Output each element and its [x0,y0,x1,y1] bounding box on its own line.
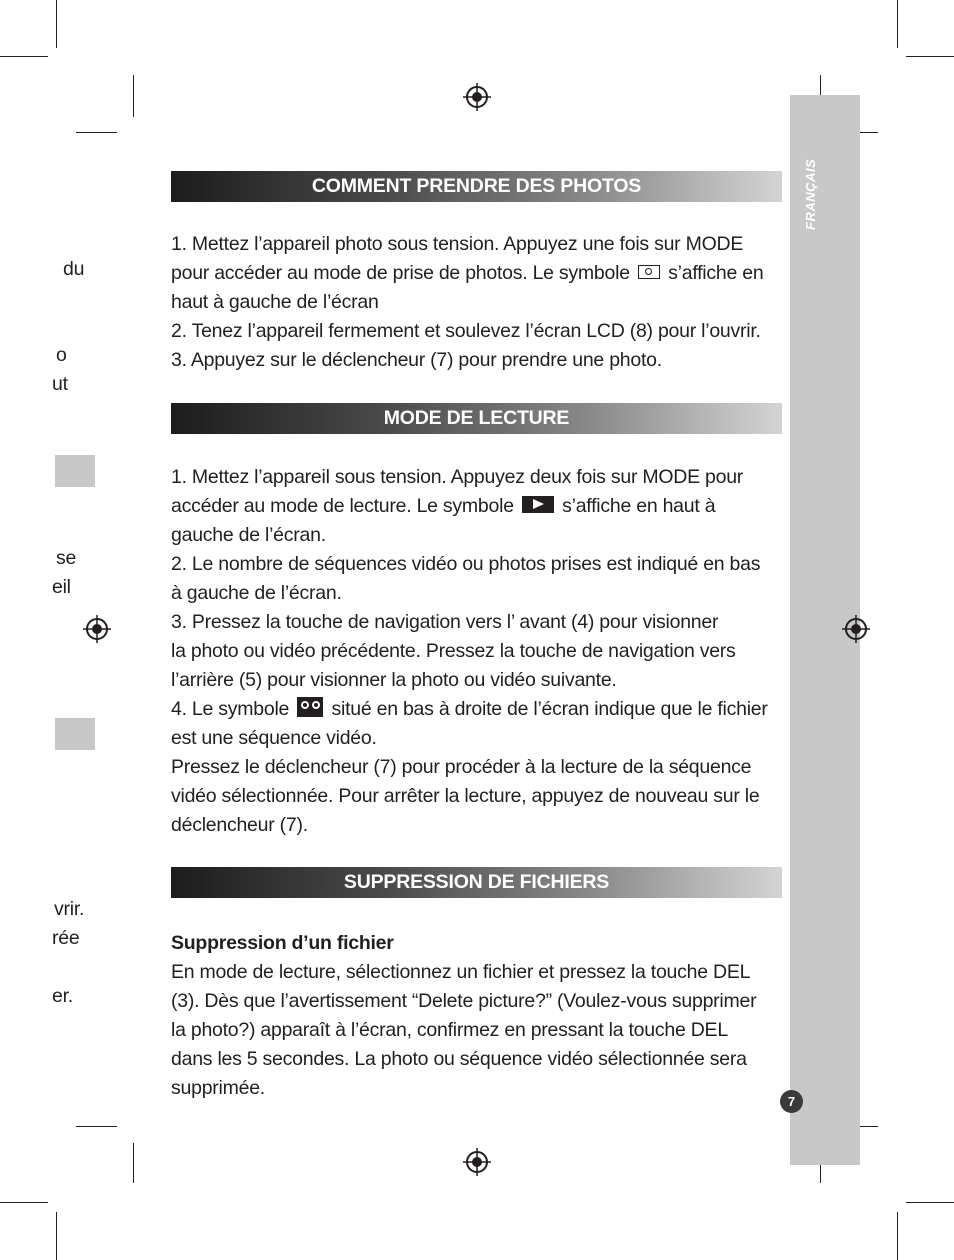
text-line: gauche de l’écran. [171,524,326,546]
crop-mark [56,1212,57,1260]
section-heading: SUPPRESSION DE FICHIERS [171,867,782,898]
crop-mark [133,75,134,117]
section-heading: COMMENT PRENDRE DES PHOTOS [171,171,782,202]
language-label: FRANÇAIS [803,158,818,230]
margin-fragment: rée [52,927,80,949]
margin-fragment: ut [52,373,68,395]
section-heading: MODE DE LECTURE [171,403,782,434]
text-line: vidéo sélectionnée. Pour arrêter la lecture, appuyez de nouveau sur le [171,785,760,807]
text-line: haut à gauche de l’écran [171,291,379,313]
section-body [171,929,786,1103]
crop-mark [56,0,57,48]
registration-mark-icon [463,1148,491,1176]
subheading: Suppression d’un fichier [171,932,394,954]
text-line: la photo ou vidéo précédente. Pressez la touche de navigation vers [171,640,736,662]
text-line: 3. Appuyez sur le déclencheur (7) pour prendre une photo. [171,349,662,371]
text-line: En mode de lecture, sélectionnez un fichier et pressez la touche DEL [171,961,751,983]
grey-box [55,455,95,487]
play-icon [522,496,554,513]
registration-mark-icon [463,83,491,111]
registration-mark-icon [842,615,870,643]
section-body [171,463,786,840]
text-line: déclencheur (7). [171,814,308,836]
crop-mark [906,1202,954,1203]
crop-mark [133,1143,134,1183]
text-line: l’arrière (5) pour visionner la photo ou vidéo suivante. [171,669,617,691]
text-line: Pressez le déclencheur (7) pour procéder à la lecture de la séquence [171,756,752,778]
text-line: 4. Le symbole situé en bas à droite de l’écran indique que le fichier [171,698,768,720]
page-number: 7 [780,1090,803,1113]
margin-fragment: vrir. [54,898,85,920]
margin-fragment: eil [52,576,71,598]
margin-fragment: o [56,344,67,366]
text-line: 2. Tenez l’appareil fermement et soulevez l’écran LCD (8) pour l’ouvrir. [171,320,761,342]
text-line: dans les 5 secondes. La photo ou séquence vidéo sélectionnée sera [171,1048,747,1070]
text-line: est une séquence vidéo. [171,727,377,749]
registration-mark-icon [83,615,111,643]
text-line: supprimée. [171,1077,265,1099]
camera-icon [638,265,660,279]
text-line: 1. Mettez l’appareil photo sous tension. Appuyez une fois sur MODE [171,233,744,255]
crop-mark [76,132,117,133]
text-line: à gauche de l’écran. [171,582,342,604]
text-line: pour accéder au mode de prise de photos. Le symbole s’affiche en [171,262,764,284]
crop-mark [0,56,48,57]
crop-mark [897,1212,898,1260]
crop-mark [76,1126,117,1127]
margin-fragment: du [63,258,85,280]
crop-mark [897,0,898,48]
margin-fragment: er. [52,985,73,1007]
text-line: 3. Pressez la touche de navigation vers l’ avant (4) pour visionner [171,611,719,633]
text-line: 1. Mettez l’appareil sous tension. Appuyez deux fois sur MODE pour [171,466,744,488]
margin-fragment: se [56,547,77,569]
text-line: (3). Dès que l’avertissement “Delete picture?” (Voulez-vous supprimer [171,990,757,1012]
text-line: accéder au mode de lecture. Le symbole s’affiche en haut à [171,495,716,517]
text-line: la photo?) apparaît à l’écran, confirmez en pressant la touche DEL [171,1019,728,1041]
text-line: 2. Le nombre de séquences vidéo ou photos prises est indiqué en bas [171,553,761,575]
crop-mark [906,56,954,57]
crop-mark [0,1202,48,1203]
grey-box [55,718,95,750]
section-body [171,230,786,375]
video-reel-icon [297,697,323,717]
